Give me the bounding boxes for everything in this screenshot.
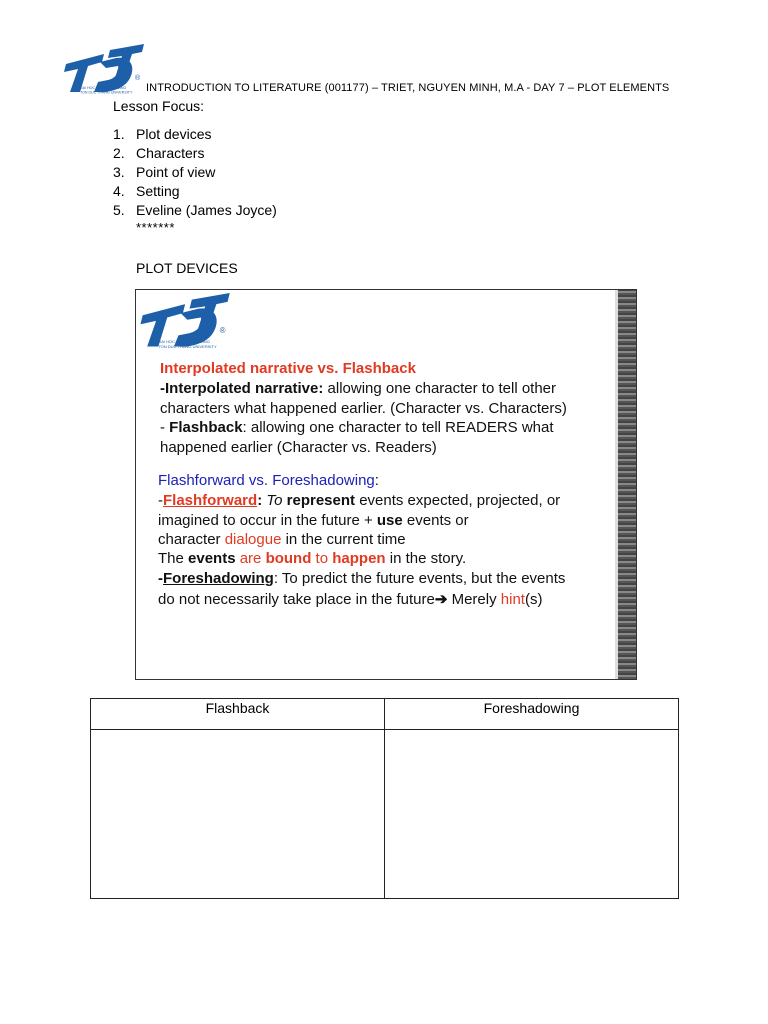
table-header-foreshadowing: Foreshadowing (385, 699, 679, 730)
list-number: 5. (113, 202, 125, 218)
slide-edge-decoration (618, 290, 636, 679)
slide-text: events expected, projected, or (355, 492, 561, 509)
table-row (91, 730, 679, 899)
document-header-title: INTRODUCTION TO LITERATURE (001177) – TRIET, NGUYEN MINH, M.A - DAY 7 – PLOT ELEMENTS (146, 82, 670, 94)
slide-text: in the current time (281, 531, 406, 548)
slide-line (158, 512, 469, 529)
table-cell-flashback[interactable] (91, 730, 385, 899)
list-item (113, 144, 277, 163)
list-number: 2. (113, 145, 125, 161)
svg-text:®: ® (135, 75, 141, 82)
slide-text: happen (332, 550, 386, 567)
slide-text: events or (402, 512, 469, 529)
list-item-label: Characters (136, 145, 205, 161)
university-logo (60, 44, 146, 96)
list-item (113, 201, 277, 220)
slide-text: The (158, 550, 189, 567)
slide-line (158, 531, 406, 548)
slide-text: - (158, 492, 163, 509)
slide-logo (136, 292, 232, 352)
slide-text: do not necessarily take place in the future (158, 591, 435, 608)
slide-text: hint (500, 591, 525, 608)
slide-text: allowing one character to tell other (323, 380, 557, 397)
slide-line: characters what happened earlier. (Character vs. Characters) (160, 400, 567, 417)
slide-line (158, 570, 565, 587)
slide-text: To (262, 492, 287, 509)
list-number: 4. (113, 183, 125, 199)
svg-text:TON DUC THANG UNIVERSITY: TON DUC THANG UNIVERSITY (158, 344, 217, 350)
slide-text: : (257, 492, 263, 509)
arrow-right-icon: ➔ (434, 591, 448, 608)
list-item-label: Plot devices (136, 126, 212, 142)
section-heading: PLOT DEVICES (136, 260, 238, 276)
table-header-row (91, 699, 679, 730)
slide-text: character (158, 531, 225, 548)
slide-text: dialogue (224, 531, 282, 548)
list-item (113, 182, 277, 201)
slide-text: represent (286, 492, 356, 509)
slide-image (135, 289, 637, 680)
list-item (113, 125, 277, 144)
term-interpolated: -Interpolated narrative: (160, 380, 324, 397)
slide-line (160, 419, 554, 436)
comparison-table (90, 698, 679, 899)
list-number: 1. (113, 126, 125, 142)
slide-text: : To predict the future events, but the events (273, 570, 566, 587)
slide-line: happened earlier (Character vs. Readers) (160, 439, 437, 456)
slide-text: Flashforward vs. Foreshadowing (158, 472, 375, 489)
term-flashforward: Flashforward (163, 492, 258, 509)
svg-text:TON DUC THANG UNIVERSITY: TON DUC THANG UNIVERSITY (80, 90, 133, 95)
slide-text: in the story. (385, 550, 467, 567)
table-cell-foreshadowing[interactable] (385, 730, 679, 899)
svg-text:ĐẠI HỌC TÔN ĐỨC THẮNG: ĐẠI HỌC TÔN ĐỨC THẮNG (80, 86, 127, 90)
separator-stars: ******* (136, 220, 175, 235)
lesson-focus-label: Lesson Focus: (113, 98, 205, 114)
term-flashback: Flashback (169, 419, 243, 436)
list-item-label: Eveline (James Joyce) (136, 202, 277, 218)
slide-text: use (376, 512, 403, 529)
slide-text: to (311, 550, 333, 567)
list-number: 3. (113, 164, 125, 180)
slide-text: - (160, 419, 170, 436)
slide-text: : allowing one character to tell READERS what (242, 419, 554, 436)
list-item (113, 163, 277, 182)
slide-text: Merely (447, 591, 501, 608)
slide-line (158, 550, 466, 567)
svg-text:®: ® (219, 326, 226, 336)
slide-text: - (158, 570, 163, 587)
slide-heading-interpolated: Interpolated narrative vs. Flashback (160, 360, 416, 377)
table-header-flashback: Flashback (91, 699, 385, 730)
slide-text: (s) (524, 591, 543, 608)
list-item-label: Setting (136, 183, 180, 199)
slide-line (158, 590, 542, 608)
slide-line (158, 492, 560, 509)
list-item-label: Point of view (136, 164, 216, 180)
slide-line (160, 380, 556, 397)
lesson-focus-list (113, 125, 277, 220)
slide-text: events (188, 550, 236, 567)
slide-text: : (374, 472, 379, 489)
svg-text:ĐẠI HỌC TÔN ĐỨC THẮNG: ĐẠI HỌC TÔN ĐỨC THẮNG (158, 339, 210, 345)
slide-text: imagined to occur in the future + (158, 512, 377, 529)
slide-text: bound (265, 550, 312, 567)
slide-heading-flashforward (158, 472, 379, 489)
term-foreshadowing: Foreshadowing (163, 570, 274, 587)
slide-text: are (235, 550, 266, 567)
